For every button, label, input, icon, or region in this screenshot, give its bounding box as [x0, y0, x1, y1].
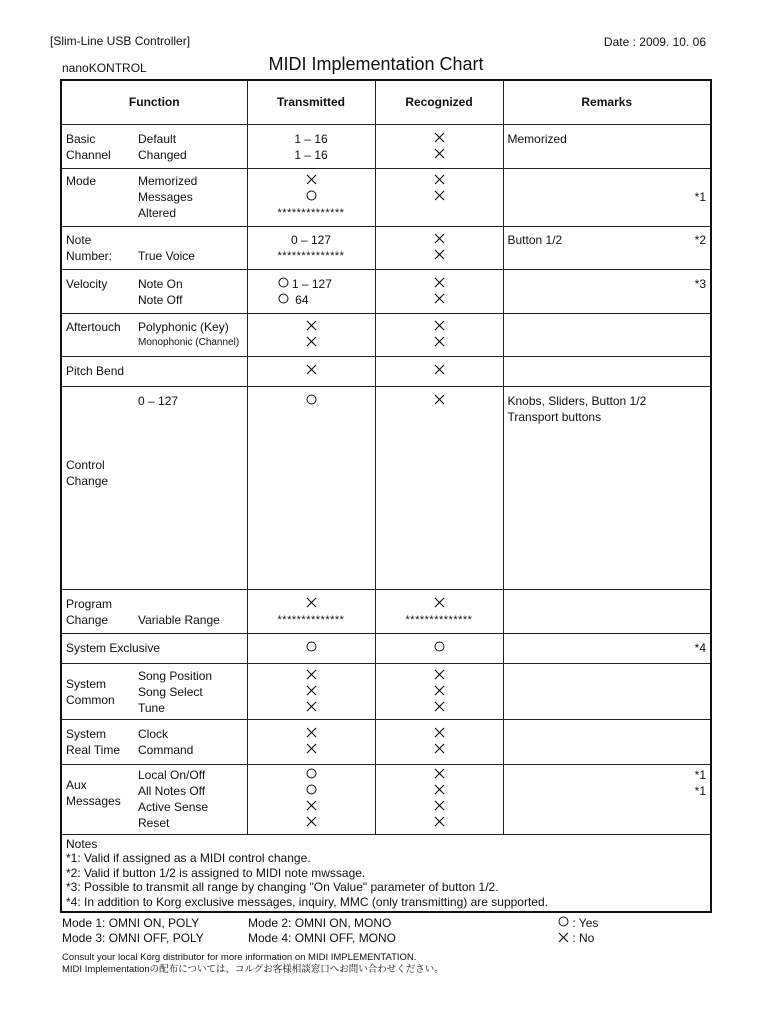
- cross-icon: [434, 742, 445, 758]
- fn-sub: Note Off: [138, 292, 183, 307]
- mode-2: Mode 2: OMNI ON, MONO: [248, 916, 392, 930]
- transmitted-value: 64: [295, 292, 309, 307]
- consult-note: [62, 952, 444, 976]
- cross-icon: [306, 700, 317, 716]
- table-row: [61, 633, 711, 663]
- cross-icon: [434, 726, 445, 742]
- note-1: *1: Valid if assigned as a MIDI control change.: [66, 851, 311, 866]
- cross-icon: [434, 319, 445, 335]
- cross-icon: [434, 276, 445, 292]
- table-row: [61, 663, 711, 719]
- cross-icon: [434, 335, 445, 351]
- table-row: [61, 313, 711, 356]
- consult-english: Consult your local Korg distributor for more information on MIDI IMPLEMENTATION.: [62, 952, 417, 963]
- circle-icon: [306, 640, 317, 656]
- cross-icon: [306, 668, 317, 684]
- circle-icon: [278, 276, 289, 292]
- fn-label: System: [66, 726, 107, 741]
- cross-icon: [434, 363, 445, 379]
- cross-icon: [434, 668, 445, 684]
- legend-yes: : Yes: [572, 916, 599, 930]
- remark: Knobs, Sliders, Button 1/2: [507, 393, 647, 408]
- note-4: *4: In addition to Korg exclusive messages, inquiry, MMC (only transmitting) are supported.: [66, 894, 548, 909]
- remark: Memorized: [507, 131, 567, 146]
- table-row: [61, 226, 711, 269]
- cross-icon: [434, 393, 445, 409]
- fn-sub: Song Position: [138, 668, 213, 683]
- cross-icon: [434, 147, 445, 163]
- circle-icon: [306, 783, 317, 799]
- cross-icon: [434, 684, 445, 700]
- fn-sub: True Voice: [138, 248, 195, 263]
- fn-label: Aux: [66, 777, 87, 792]
- table-row: [61, 168, 711, 226]
- mode-1: Mode 1: OMNI ON, POLY: [62, 916, 200, 930]
- cross-icon: [558, 932, 569, 947]
- note-2: *2: Valid if button 1/2 is assigned to MIDI note mwssage.: [66, 865, 366, 880]
- table-row: [61, 589, 711, 633]
- cross-icon: [306, 596, 317, 612]
- cross-icon: [306, 684, 317, 700]
- table-row: [61, 719, 711, 764]
- remark-note: *1: [694, 783, 706, 798]
- transmitted-value: 1 – 16: [294, 131, 328, 146]
- table-row: [61, 356, 711, 386]
- transmitted-value: 0 – 127: [290, 232, 332, 247]
- fn-sub: 0 – 127: [138, 393, 179, 408]
- fn-sub: Default: [138, 131, 177, 146]
- remark: Transport buttons: [507, 409, 602, 424]
- remark-note: *2: [694, 232, 706, 247]
- cross-icon: [306, 815, 317, 831]
- col-function: Function: [61, 80, 247, 124]
- cross-icon: [434, 131, 445, 147]
- fn-sub: Variable Range: [138, 612, 220, 627]
- fn-label: Program: [66, 596, 113, 611]
- remark-note: *3: [694, 276, 706, 291]
- cross-icon: [434, 815, 445, 831]
- fn-sub: Local On/Off: [138, 767, 206, 782]
- cross-icon: [434, 767, 445, 783]
- fn-sub: Altered: [138, 205, 177, 220]
- fn-label: Pitch Bend: [66, 363, 125, 378]
- remark-note: *4: [694, 640, 706, 655]
- fn-sub: Active Sense: [138, 799, 209, 814]
- fn-label: Real Time: [66, 742, 121, 757]
- fn-label: Channel: [66, 147, 111, 162]
- fn-label: Aftertouch: [66, 319, 121, 334]
- cross-icon: [306, 742, 317, 758]
- mode-3: Mode 3: OMNI OFF, POLY: [62, 931, 204, 946]
- cross-icon: [434, 232, 445, 248]
- remark-note: *1: [694, 767, 706, 782]
- cross-icon: [306, 726, 317, 742]
- circle-icon: [558, 916, 569, 931]
- consult-japanese: MIDI Implementationの配布については、コルグお客様相談窓口へお問い合わせください。: [62, 964, 444, 975]
- circle-icon: [306, 767, 317, 783]
- col-recognized: Recognized: [375, 80, 503, 124]
- mode-legend: [62, 916, 598, 947]
- cross-icon: [434, 596, 445, 612]
- fn-sub: Monophonic (Channel): [138, 336, 240, 348]
- circle-icon: [434, 640, 445, 656]
- cross-icon: [306, 363, 317, 379]
- notes-heading: Notes: [66, 836, 98, 851]
- table-row: [61, 764, 711, 834]
- fn-sub: Song Select: [138, 684, 203, 699]
- fn-label: Number:: [66, 248, 113, 263]
- note-3: *3: Possible to transmit all range by changing "On Value" parameter of button 1/2.: [66, 880, 499, 895]
- circle-icon: [306, 189, 317, 205]
- fn-sub: Note On: [138, 276, 183, 291]
- fn-label: Velocity: [66, 276, 108, 291]
- circle-icon: [278, 292, 289, 308]
- cross-icon: [306, 799, 317, 815]
- transmitted-value: 1 – 16: [294, 147, 328, 162]
- fn-label: Basic: [66, 131, 96, 146]
- fn-sub: Tune: [138, 700, 165, 715]
- table-row: [61, 386, 711, 589]
- table-row: [61, 269, 711, 313]
- col-remarks: Remarks: [503, 80, 711, 124]
- fn-label: System: [66, 676, 107, 691]
- fn-label: Common: [66, 692, 115, 707]
- stars: **************: [277, 249, 345, 262]
- stars: **************: [277, 613, 345, 626]
- fn-label: Messages: [66, 793, 121, 808]
- cross-icon: [434, 292, 445, 308]
- model-name: nanoKONTROL: [62, 61, 147, 75]
- fn-sub: Changed: [138, 147, 187, 162]
- midi-implementation-table: [60, 79, 712, 913]
- remark: Button 1/2: [507, 232, 563, 247]
- fn-sub: Reset: [138, 815, 170, 830]
- fn-label: System Exclusive: [66, 640, 161, 655]
- cross-icon: [434, 248, 445, 264]
- fn-label: Change: [66, 473, 109, 488]
- circle-icon: [306, 393, 317, 409]
- cross-icon: [434, 799, 445, 815]
- fn-sub: All Notes Off: [138, 783, 206, 798]
- transmitted-value: 1 – 127: [291, 276, 332, 291]
- cross-icon: [434, 783, 445, 799]
- fn-sub: Polyphonic (Key): [138, 319, 229, 334]
- header-row: [61, 80, 711, 124]
- fn-label: Control: [66, 457, 105, 472]
- col-transmitted: Transmitted: [247, 80, 375, 124]
- notes-row: [61, 834, 711, 912]
- product-line: [Slim-Line USB Controller]: [50, 34, 191, 48]
- fn-sub: Clock: [138, 726, 169, 741]
- fn-label: Mode: [66, 173, 97, 188]
- cross-icon: [434, 173, 445, 189]
- cross-icon: [434, 189, 445, 205]
- legend-no: : No: [572, 931, 595, 946]
- cross-icon: [306, 319, 317, 335]
- mode-4: Mode 4: OMNI OFF, MONO: [248, 931, 397, 946]
- fn-label: Note: [66, 232, 92, 247]
- fn-sub: Messages: [138, 189, 193, 204]
- fn-sub: Memorized: [138, 173, 198, 188]
- page-title: MIDI Implementation Chart: [268, 54, 484, 74]
- cross-icon: [306, 173, 317, 189]
- cross-icon: [306, 335, 317, 351]
- stars: **************: [405, 613, 473, 626]
- date-label: Date : 2009. 10. 06: [603, 35, 706, 49]
- cross-icon: [434, 700, 445, 716]
- table-row: [61, 124, 711, 168]
- fn-sub: Command: [138, 742, 194, 757]
- stars: **************: [277, 206, 345, 219]
- fn-label: Change: [66, 612, 109, 627]
- remark-note: *1: [694, 189, 706, 204]
